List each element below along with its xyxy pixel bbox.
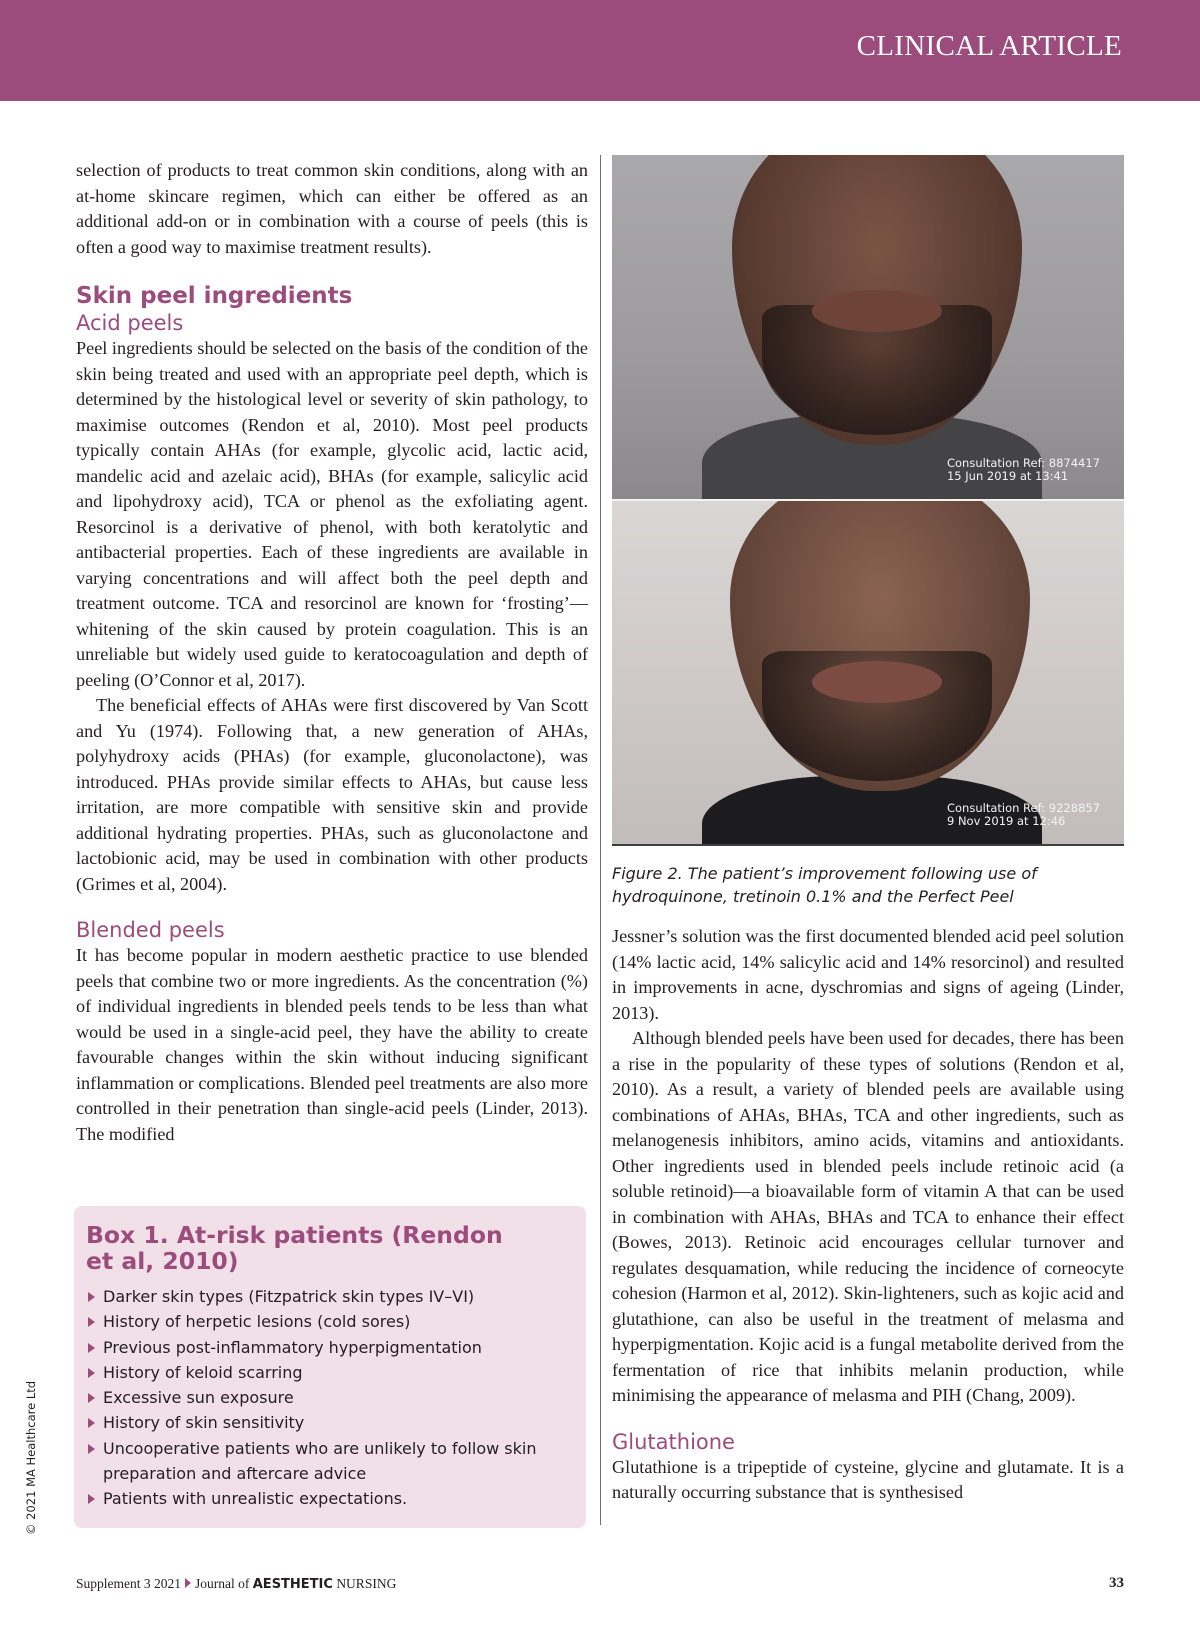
paragraph: Peel ingredients should be selected on the basis of the condition of the skin being treated and used with an appropriate peel depth, which is determined by the histological level or severity of skin pathology, to maximise outcomes (Rendon et al, 2010). Most peel products typically contain AHAs (for example, glycolic acid, lactic acid, mandelic acid and azelaic acid), BHAs (for example, salicylic acid and lipohydroxy acid), TCA or phenol as the exfoliating agent. Resorcinol is a derivative of phenol, with both keratolytic and antibacterial properties. Each of these ingredients are available in varying concentrations and will affect both the peel depth and treatment outcome. TCA and resorcinol are known for ‘frosting’—whitening of the skin caused by protein coagulation. This is an unreliable but widely used guide to keratocoagulation and depth of peeling (O’Connor et al, 2017). [76, 338, 588, 690]
bullet-arrow-icon [88, 1393, 95, 1403]
box-at-risk-patients [74, 1206, 586, 1528]
footer-journal: Supplement 3 2021 Journal of AESTHETIC NURSING [76, 1576, 397, 1592]
photo-before [612, 155, 1124, 499]
box-title: Box 1. At-risk patients (Rendon et al, 2010) [86, 1221, 503, 1275]
bullet-arrow-icon [88, 1343, 95, 1353]
bullet-arrow-icon [88, 1418, 95, 1428]
photo-stamp: Consultation Ref: 9228857 9 Nov 2019 at 12:46 [946, 801, 1100, 828]
bullet-arrow-icon [88, 1494, 95, 1504]
section-heading: Skin peel ingredients [76, 283, 353, 309]
photo-stamp: Consultation Ref: 8874417 15 Jun 2019 at 13:41 [946, 456, 1100, 483]
list-item: Uncooperative patients who are unlikely to follow skin preparation and aftercare advice [86, 1436, 574, 1487]
list-item: Excessive sun exposure [86, 1385, 574, 1410]
bullet-arrow-icon [88, 1444, 95, 1454]
paragraph: The beneficial effects of AHAs were first discovered by Van Scott and Yu (1974). Following that, a new generation of AHAs, polyhydroxy acids (PHAs) (for example, gluconolactone), was introduced. PHAs provide similar effects to AHAs, but cause less irritation, are more compatible with sensitive skin and provide additional hydrating properties. PHAs, such as gluconolactone and lactobionic acid, may be used in combination with other products (Grimes et al, 2004). [76, 695, 588, 894]
bullet-arrow-icon [88, 1317, 95, 1327]
column-divider [600, 155, 601, 1525]
paragraph: Glutathione is a tripeptide of cysteine, glycine and glutamate. It is a naturally occurring substance that is synthesised [612, 1456, 1124, 1502]
header-title: CLINICAL ARTICLE [856, 30, 1122, 62]
list-item: Darker skin types (Fitzpatrick skin types IV–VI) [86, 1284, 574, 1309]
list-item: Previous post-inflammatory hyperpigmentation [86, 1335, 574, 1360]
paragraph: Jessner’s solution was the first documented blended acid peel solution (14% lactic acid, 14% salicylic acid and 14% resorcinol) and resulted in improvements in acne, dyschromias and signs of ageing (Linder, 2013). [612, 926, 1124, 1023]
box-list [86, 1284, 574, 1512]
subheading-glutathione: Glutathione [612, 1429, 735, 1454]
subheading-acid-peels: Acid peels [76, 311, 184, 335]
subheading-blended-peels: Blended peels [76, 918, 225, 942]
page-number: 33 [1109, 1575, 1124, 1591]
figure-caption: Figure 2. The patient’s improvement following use of hydroquinone, tretinoin 0.1% and the Perfect Peel [612, 864, 1037, 906]
list-item: Patients with unrealistic expectations. [86, 1486, 574, 1511]
list-item: History of skin sensitivity [86, 1410, 574, 1435]
list-item: History of herpetic lesions (cold sores) [86, 1309, 574, 1334]
footer-arrow-icon [185, 1578, 191, 1588]
bullet-arrow-icon [88, 1368, 95, 1378]
paragraph: It has become popular in modern aesthetic practice to use blended peels that combine two or more ingredients. As the concentration (%) of individual ingredients in blended peels tends to be less than what would be used in a single-acid peel, they have the ability to create favourable changes within the skin without inducing significant inflammation or complications. Blended peel treatments are also more controlled in their penetration than single-acid peels (Linder, 2013). The modified [76, 945, 588, 1144]
photo-after [612, 499, 1124, 844]
right-column [612, 924, 1124, 1506]
header-bar [0, 0, 1200, 101]
left-column [76, 158, 588, 1147]
list-item: History of keloid scarring [86, 1360, 574, 1385]
copyright-sidebar: © 2021 MA Healthcare Ltd [24, 1380, 38, 1535]
bullet-arrow-icon [88, 1292, 95, 1302]
figure-before-after [612, 155, 1124, 846]
intro-paragraph: selection of products to treat common skin conditions, along with an at-home skincare regimen, which can either be offered as an additional add-on or in combination with a course of peels (this is often a good way to maximise treatment results). [76, 160, 588, 257]
paragraph: Although blended peels have been used for decades, there has been a rise in the popularity of these types of solutions (Rendon et al, 2010). As a result, a variety of blended peels are available using combinations of AHAs, BHAs, TCA and other ingredients, such as melanogenesis inhibitors, amino acids, vitamins and antioxidants. Other ingredients used in blended peels include retinoic acid (a soluble retinoid)—a bioavailable form of vitamin A that can be used in combination with AHAs, BHAs and TCA to enhance their effect (Bowes, 2013). Retinoic acid encourages cellular turnover and regulates desquamation, while reducing the incidence of corneocyte cohesion (Harmon et al, 2012). Skin-lighteners, such as kojic acid and glutathione, can also be useful in the treatment of melasma and hyperpigmentation. Kojic acid is a fungal metabolite derived from the fermentation of rice that inhibits melanin production, while minimising the appearance of melasma and PIH (Chang, 2009). [612, 1028, 1124, 1405]
